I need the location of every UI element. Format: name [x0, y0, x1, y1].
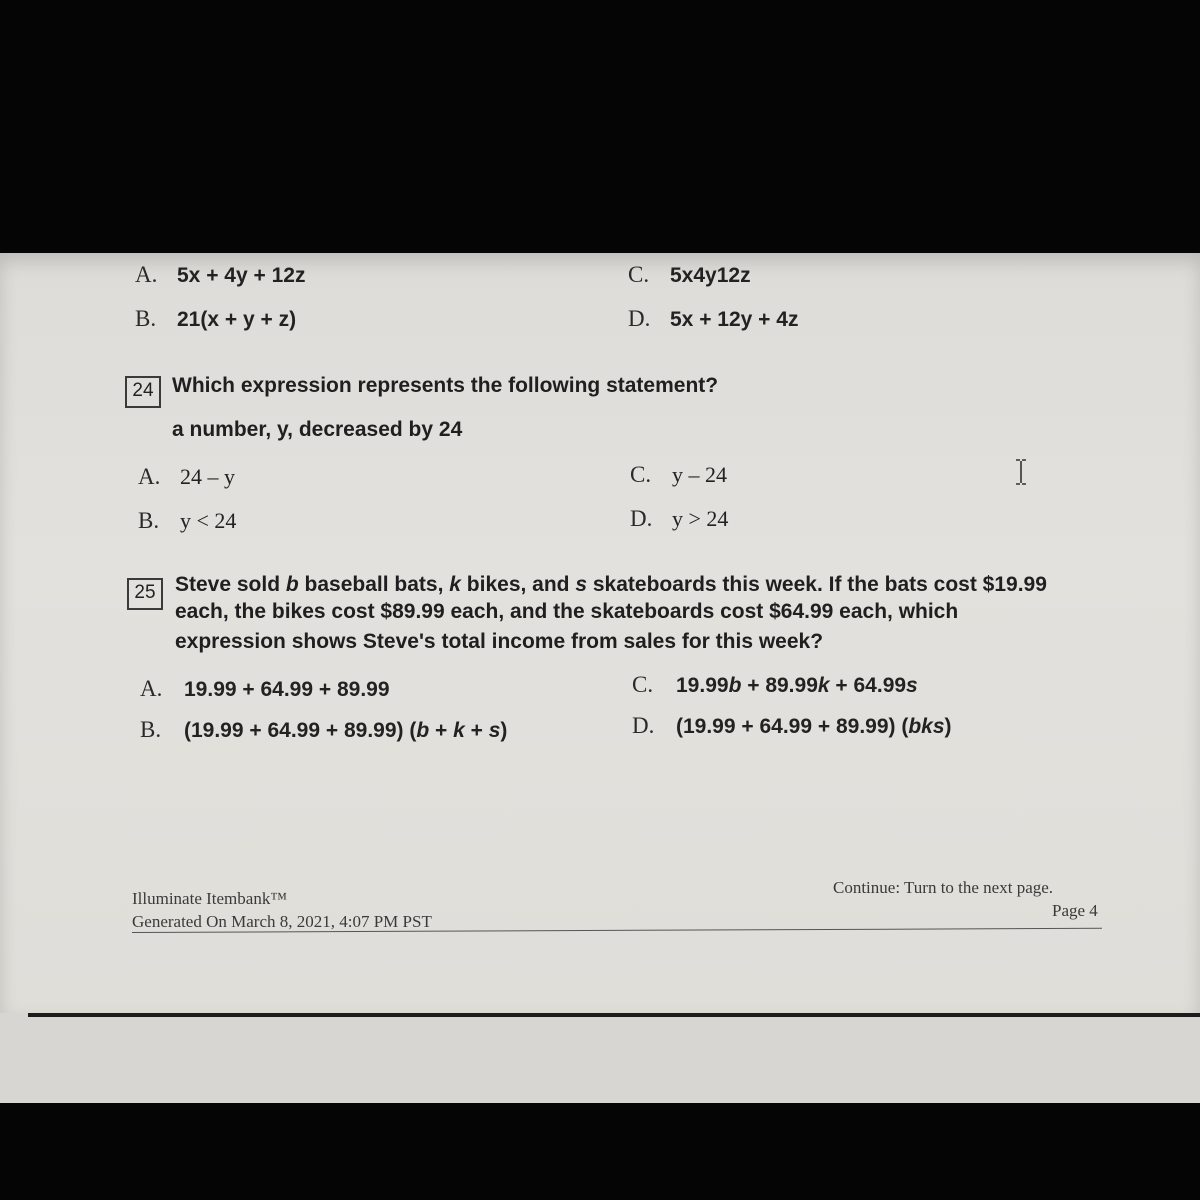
option-text: 5x + 4y + 12z: [177, 264, 306, 287]
question-line-2: each, the bikes cost $89.99 each, and the skateboards cost $64.99 each, which: [175, 600, 959, 623]
option-text: y – 24: [672, 462, 727, 487]
q24-option-b: [138, 508, 236, 534]
option-letter: A.: [135, 262, 158, 287]
question-line-3: expression shows Steve's total income from sales for this week?: [175, 630, 824, 653]
question-statement: a number, y, decreased by 24: [172, 418, 463, 441]
q23-option-d: [628, 306, 798, 332]
option-text: 5x + 12y + 4z: [670, 308, 799, 331]
q24-option-d: [630, 506, 728, 532]
option-letter: C.: [632, 672, 654, 697]
option-text: 19.99b + 89.99k + 64.99s: [676, 674, 918, 697]
option-text: 21(x + y + z): [177, 308, 297, 331]
footer-generated: Generated On March 8, 2021, 4:07 PM PST: [132, 912, 432, 931]
q23-option-a: [135, 262, 305, 288]
option-letter: B.: [138, 508, 160, 533]
option-letter: A.: [138, 464, 161, 489]
option-text: y < 24: [180, 508, 237, 533]
option-text: (19.99 + 64.99 + 89.99) (b + k + s): [184, 719, 508, 742]
option-text: 24 – y: [180, 464, 235, 489]
q25-option-c: [632, 672, 918, 698]
question-text: Which expression represents the following statement?: [172, 374, 719, 397]
option-text: 5x4y12z: [670, 264, 751, 287]
q24-option-a: [138, 464, 235, 490]
q23-option-b: [135, 306, 296, 332]
q25-option-d: [632, 713, 952, 739]
option-letter: C.: [628, 262, 650, 287]
q23-option-c: [628, 262, 751, 288]
q25-option-a: [140, 676, 390, 702]
option-text: y > 24: [672, 506, 729, 531]
option-text: (19.99 + 64.99 + 89.99) (bks): [676, 715, 952, 738]
question-number-box: 25: [127, 578, 163, 610]
option-letter: B.: [140, 717, 162, 742]
q24-option-c: [630, 462, 727, 488]
option-letter: D.: [632, 713, 655, 738]
option-text: 19.99 + 64.99 + 89.99: [184, 678, 390, 701]
option-letter: D.: [630, 506, 653, 531]
next-page-strip: [0, 1013, 1200, 1103]
q25-option-b: [140, 717, 507, 743]
option-letter: D.: [628, 306, 651, 331]
question-number-box: 24: [125, 376, 161, 408]
option-letter: B.: [135, 306, 157, 331]
option-letter: C.: [630, 462, 652, 487]
text-cursor-icon: [1013, 458, 1029, 486]
footer-brand: Illuminate Itembank™: [132, 889, 287, 908]
footer-page-number: Page 4: [1052, 901, 1098, 920]
option-letter: A.: [140, 676, 163, 701]
footer-continue: Continue: Turn to the next page.: [833, 878, 1054, 897]
question-line-1: Steve sold b baseball bats, k bikes, and s skateboards this week. If the bats cost $19.99: [175, 573, 1047, 596]
